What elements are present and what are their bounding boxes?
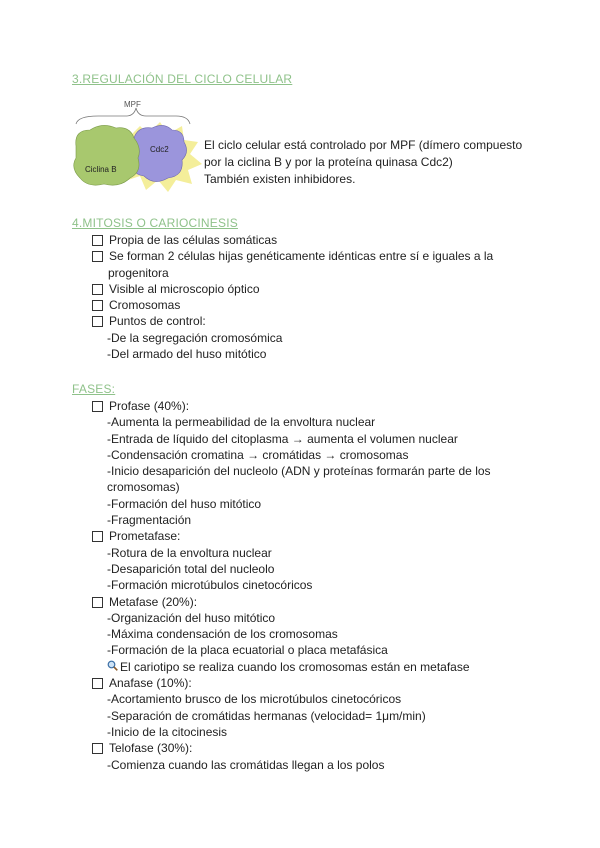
checkbox-icon[interactable] bbox=[92, 300, 103, 311]
sub-item: -Separación de cromátidas hermanas (velocidad= 1μm/min) bbox=[107, 708, 426, 723]
cyclin-b-label: Ciclina B bbox=[85, 165, 117, 174]
karyotype-note bbox=[92, 659, 512, 675]
cdc2-label: Cdc2 bbox=[150, 145, 169, 154]
mpf-bracket bbox=[76, 108, 190, 124]
mpf-label: MPF bbox=[124, 100, 141, 109]
mitosis-list bbox=[92, 232, 512, 362]
sub-item: -Inicio de la citocinesis bbox=[107, 724, 228, 739]
list-item bbox=[92, 297, 512, 313]
list-item bbox=[92, 232, 512, 248]
checkbox-icon[interactable] bbox=[92, 531, 103, 542]
list-item bbox=[92, 281, 512, 297]
list-item bbox=[92, 313, 512, 362]
sub-item: -Comienza cuando las cromátidas llegan a los polos bbox=[107, 757, 385, 772]
checkbox-icon[interactable] bbox=[92, 597, 103, 608]
mpf-description bbox=[204, 137, 522, 188]
checkbox-icon[interactable] bbox=[92, 401, 103, 412]
checkbox-icon[interactable] bbox=[92, 235, 103, 246]
phase-item bbox=[92, 528, 512, 593]
magnifier-icon bbox=[107, 659, 119, 675]
intro-line: por la ciclina B y por la proteína quinasa Cdc2) bbox=[204, 155, 453, 169]
list-item bbox=[92, 248, 512, 281]
sub-item: -Formación de la placa ecuatorial o placa metafásica bbox=[107, 643, 388, 658]
checkbox-icon[interactable] bbox=[92, 678, 103, 689]
phase-title: Profase (40%): bbox=[109, 399, 190, 413]
sub-item: -Máxima condensación de los cromosomas bbox=[107, 627, 338, 642]
phase-title: Telofase (30%): bbox=[109, 741, 193, 756]
section-4-heading: 4.MITOSIS O CARIOCINESIS bbox=[72, 216, 238, 230]
item-text: Se forman 2 células hijas genéticamente idénticas entre sí e iguales a la bbox=[109, 249, 494, 264]
phase-item bbox=[92, 675, 512, 740]
item-text: Puntos de control: bbox=[109, 314, 206, 329]
fases-heading: FASES: bbox=[72, 382, 116, 396]
sub-item: -Inicio desaparición del nucleolo (ADN y proteínas formarán parte de los bbox=[107, 464, 491, 479]
checkbox-icon[interactable] bbox=[92, 251, 103, 262]
sub-item: -Acortamiento brusco de los microtúbulos cinetocóricos bbox=[107, 692, 402, 707]
note-text: El cariotipo se realiza cuando los cromosomas están en metafase bbox=[120, 659, 470, 674]
section-3-heading: 3.REGULACIÓN DEL CICLO CELULAR bbox=[72, 72, 293, 86]
sub-item: -Del armado del huso mitótico bbox=[107, 347, 267, 362]
phase-title: Metafase (20%): bbox=[109, 594, 198, 609]
mpf-figure bbox=[68, 96, 204, 196]
phase-item bbox=[92, 398, 512, 528]
sub-item: -De la segregación cromosómica bbox=[107, 330, 283, 345]
sub-item: -Entrada de líquido del citoplasma → aumenta el volumen nuclear bbox=[107, 431, 458, 446]
checkbox-icon[interactable] bbox=[92, 316, 103, 327]
item-text: Cromosomas bbox=[109, 298, 181, 313]
sub-item: -Aumenta la permeabilidad de la envoltura nuclear bbox=[107, 415, 376, 430]
checkbox-icon[interactable] bbox=[92, 743, 103, 754]
intro-line: El ciclo celular está controlado por MPF (dímero compuesto bbox=[204, 138, 523, 152]
sub-item: -Organización del huso mitótico bbox=[107, 610, 276, 625]
phase-title: Anafase (10%): bbox=[109, 676, 192, 691]
phase-item bbox=[92, 594, 512, 675]
item-text: Propia de las células somáticas bbox=[109, 233, 278, 247]
sub-item: -Condensación cromatina → cromátidas → cromosomas bbox=[107, 447, 409, 462]
checkbox-icon[interactable] bbox=[92, 284, 103, 295]
phase-title: Prometafase: bbox=[109, 529, 181, 544]
item-continuation: progenitora bbox=[108, 265, 169, 280]
mpf-diagram bbox=[68, 96, 204, 196]
sub-item: -Desaparición total del nucleolo bbox=[107, 561, 275, 576]
intro-line: También existen inhibidores. bbox=[204, 172, 356, 186]
sub-item: -Rotura de la envoltura nuclear bbox=[107, 545, 272, 560]
sub-item: cromosomas) bbox=[107, 480, 180, 495]
sub-item: -Formación del huso mitótico bbox=[107, 496, 262, 511]
item-text: Visible al microscopio óptico bbox=[109, 281, 260, 296]
phases-list bbox=[92, 398, 512, 773]
sub-item: -Formación microtúbulos cinetocóricos bbox=[107, 578, 313, 593]
cyclin-b-shape bbox=[74, 125, 140, 185]
phase-item bbox=[92, 740, 512, 773]
sub-item: -Fragmentación bbox=[107, 513, 192, 528]
